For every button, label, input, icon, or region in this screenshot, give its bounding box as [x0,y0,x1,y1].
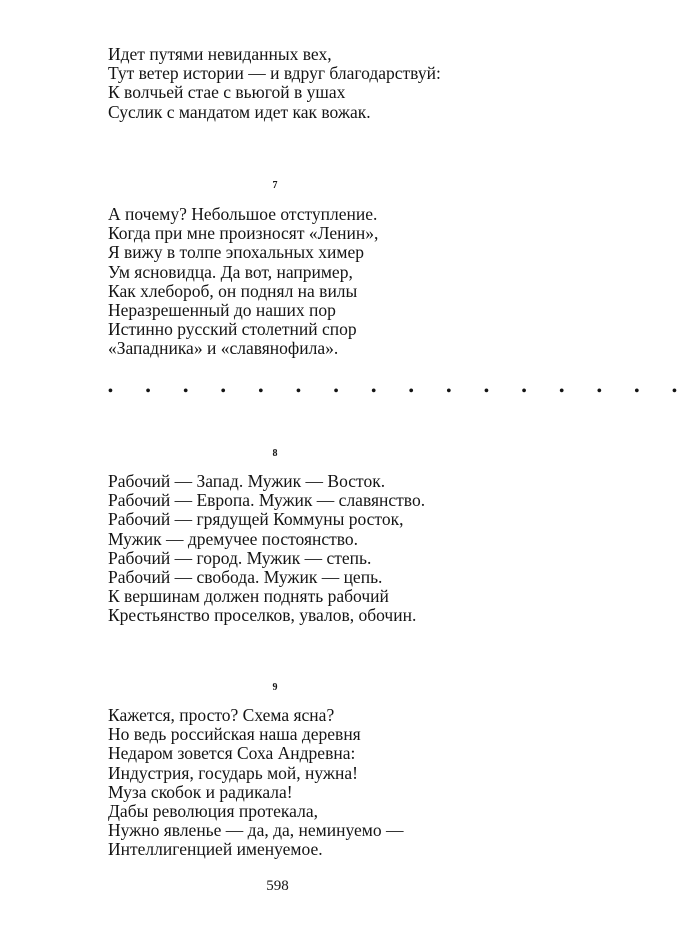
verse-line: Дабы революция протекала, [108,801,318,822]
stanza-continuation [108,45,441,122]
section-number-7: 7 [272,180,278,191]
verse-line: Кажется, просто? Схема ясна? [108,705,335,725]
page-number: 598 [266,878,289,894]
verse-line: А почему? Небольшое отступление. [108,204,378,224]
verse-line: Тут ветер истории — и вдруг благодарствуй: [108,63,441,84]
verse-line: Рабочий — грядущей Коммуны росток, [108,509,404,530]
verse-line: Рабочий — свобода. Мужик — цепь. [108,567,383,588]
verse-line: Как хлебороб, он поднял на вилы [108,280,358,301]
stanza-8 [108,472,425,626]
verse-line: Истинно русский столетний спор [108,319,357,340]
stanza-9 [108,706,403,860]
verse-line: Рабочий — город. Мужик — степь. [108,547,372,568]
verse-line: Я вижу в толпе эпохальных химер [108,242,365,263]
verse-line: Рабочий — Европа. Мужик — славянство. [108,490,426,511]
verse-line: Рабочий — Запад. Мужик — Восток. [108,471,386,491]
verse-line: Крестьянство проселков, увалов, обочин. [108,605,417,626]
verse-line: Муза скобок и радикала! [108,781,293,802]
stanza-7 [108,205,378,359]
verse-line: Идет путями невиданных вех, [108,44,332,64]
verse-line: Когда при мне произносят «Ленин», [108,223,379,244]
verse-line: К волчьей стае с вьюгой в ушах [108,82,346,103]
verse-line: Нужно явленье — да, да, неминуемо — [108,820,404,841]
verse-line: Интеллигенцией именуемое. [108,839,323,860]
section-number-8: 8 [272,448,278,459]
verse-line: Суслик с мандатом идет как вожак. [108,101,371,122]
ellipsis-separator: • • • • • • • • • • • • • • • • [108,384,692,399]
verse-line: Неразрешенный до наших пор [108,300,336,321]
verse-line: Мужик — дремучее постоянство. [108,528,359,549]
verse-line: К вершинам должен поднять рабочий [108,586,389,607]
verse-line: Недаром зовется Соха Андревна: [108,743,356,764]
verse-line: «Западника» и «славянофила». [108,338,339,359]
verse-line: Ум ясновидца. Да вот, например, [108,261,353,282]
verse-line: Но ведь российская наша деревня [108,724,361,745]
verse-line: Индустрия, государь мой, нужна! [108,762,358,783]
section-number-9: 9 [272,682,278,693]
